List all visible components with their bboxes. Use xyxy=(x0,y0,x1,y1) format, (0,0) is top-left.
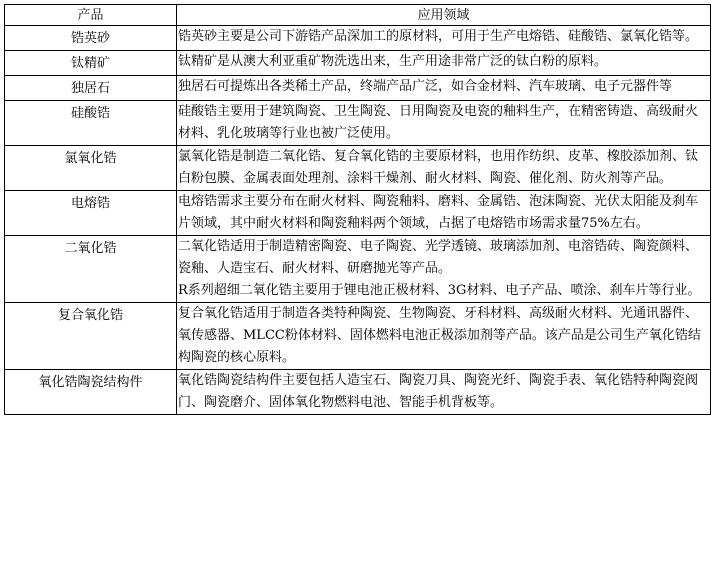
table-row xyxy=(5,236,711,303)
product-cell: 电熔锆 xyxy=(5,191,177,236)
application-text: 锆英砂主要是公司下游锆产品深加工的原材料，可用于生产电熔锆、硅酸锆、氯氧化锆等。 xyxy=(178,29,699,44)
product-cell: 氧化锆陶瓷结构件 xyxy=(5,370,177,415)
product-cell: 硅酸锆 xyxy=(5,101,177,146)
application-cell xyxy=(177,370,711,415)
application-cell xyxy=(177,51,711,76)
application-cell xyxy=(177,76,711,101)
application-text: 钛精矿是从澳大利亚重矿物洗选出来，生产用途非常广泛的钛白粉的原料。 xyxy=(178,54,608,69)
product-cell: 复合氧化锆 xyxy=(5,303,177,370)
product-cell: 二氧化锆 xyxy=(5,236,177,303)
application-cell xyxy=(177,191,711,236)
product-cell: 氯氧化锆 xyxy=(5,146,177,191)
product-application-table-container xyxy=(4,4,710,415)
application-cell xyxy=(177,101,711,146)
application-text: 复合氧化锆适用于制造各类特种陶瓷、生物陶瓷、牙科材料、高级耐火材料、光通讯器件、氧传感器、MLCC粉体材料、固体燃料电池正极添加剂等产品。该产品是公司生产氧化锆结构陶瓷的核心原料。 xyxy=(178,306,701,365)
table-row xyxy=(5,76,711,101)
table-row xyxy=(5,191,711,236)
product-cell: 钛精矿 xyxy=(5,51,177,76)
header-application: 应用领域 xyxy=(177,5,711,26)
application-cell xyxy=(177,26,711,51)
application-text: 硅酸锆主要用于建筑陶瓷、卫生陶瓷、日用陶瓷及电瓷的釉料生产，在精密铸造、高级耐火材料、乳化玻璃等行业也被广泛使用。 xyxy=(178,104,699,141)
application-text: 电熔锆需求主要分布在耐火材料、陶瓷釉料、磨料、金属锆、泡沫陶瓷、光伏太阳能及刹车片领域，其中耐火材料和陶瓷釉料两个领域，占据了电熔锆市场需求量75%左右。 xyxy=(178,194,699,231)
table-row xyxy=(5,101,711,146)
header-product: 产品 xyxy=(5,5,177,26)
product-application-table xyxy=(4,4,711,415)
table-row xyxy=(5,51,711,76)
application-text: 氯氧化锆是制造二氧化锆、复合氧化锆的主要原材料，也用作纺织、皮革、橡胶添加剂、钛白粉包膜、金属表面处理剂、涂料干燥剂、耐火材料、陶瓷、催化剂、防火剂等产品。 xyxy=(178,149,699,186)
table-row xyxy=(5,303,711,370)
application-text: 独居石可提炼出各类稀土产品，终端产品广泛，如合金材料、汽车玻璃、电子元器件等 xyxy=(178,79,673,94)
application-text: 二氧化锆适用于制造精密陶瓷、电子陶瓷、光学透镜、玻璃添加剂、电溶锆砖、陶瓷颜料、瓷釉、人造宝石、耐火材料、研磨抛光等产品。 xyxy=(178,239,699,276)
application-text: 氧化锆陶瓷结构件主要包括人造宝石、陶瓷刀具、陶瓷光纤、陶瓷手表、氧化锆特种陶瓷阀门、陶瓷磨介、固体氧化物燃料电池、智能手机背板等。 xyxy=(178,373,699,410)
table-row xyxy=(5,26,711,51)
product-cell: 锆英砂 xyxy=(5,26,177,51)
table-row xyxy=(5,370,711,415)
application-cell xyxy=(177,236,711,303)
table-header-row xyxy=(5,5,711,26)
application-cell xyxy=(177,303,711,370)
product-cell: 独居石 xyxy=(5,76,177,101)
application-cell xyxy=(177,146,711,191)
table-row xyxy=(5,146,711,191)
application-text: R系列超细二氧化锆主要用于锂电池正极材料、3G材料、电子产品、喷涂、刹车片等行业。 xyxy=(178,283,701,298)
